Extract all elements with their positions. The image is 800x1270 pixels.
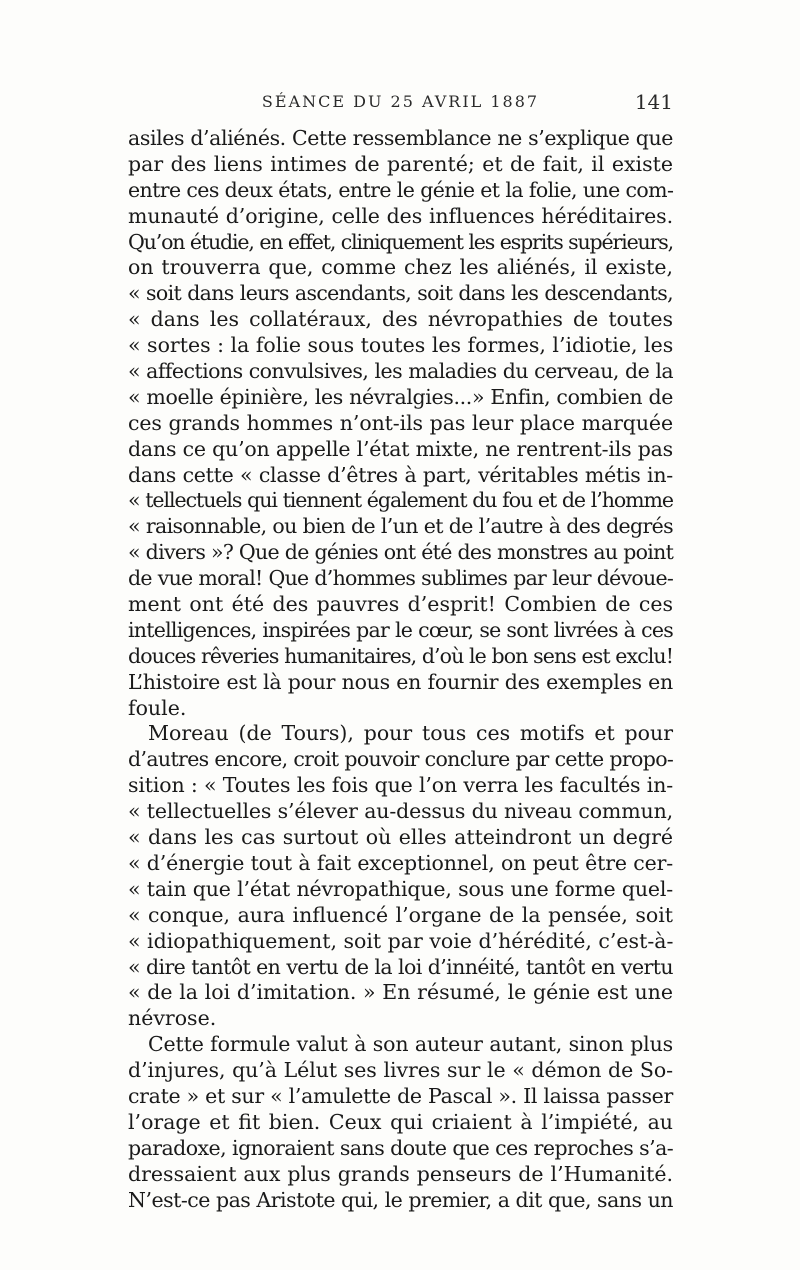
text-line: Moreau (de Tours), pour tous ces motifs et pour [148, 721, 673, 746]
text-line: « de la loi d’imitation. » En résumé, le génie est une [128, 980, 673, 1005]
text-line: sition : « Toutes les fois que l’on verra les facultés in- [128, 773, 674, 798]
text-line: dans cette « classe d’êtres à part, véritables métis in- [128, 462, 673, 487]
text-line: entre ces deux états, entre le génie et la folie, une com- [128, 177, 674, 202]
text-line: par des liens intimes de parenté; et de fait, il existe [128, 151, 673, 176]
text-line: « dans les cas surtout où elles atteindront un degré [128, 825, 673, 850]
page-header [128, 90, 673, 120]
text-line: d’injures, qu’à Lélut ses livres sur le « démon de So- [128, 1058, 673, 1083]
text-line: « moelle épinière, les névralgies...» Enfin, combien de [128, 384, 673, 409]
text-line: crate » et sur « l’amulette de Pascal ». Il laissa passer [128, 1083, 673, 1108]
text-line: « tellectuels qui tiennent également du fou et de l’homme [128, 488, 673, 513]
text-line: douces rêveries humanitaires, d’où le bon sens est exclu! [128, 643, 674, 668]
running-head: SÉANCE DU 25 AVRIL 1887 [261, 92, 540, 111]
text-line: intelligences, inspirées par le cœur, se sont livrées à ces [128, 617, 673, 642]
text-line: l’orage et fit bien. Ceux qui criaient à l’impiété, au [128, 1109, 673, 1134]
text-line: « tellectuelles s’élever au-dessus du niveau commun, [128, 799, 673, 824]
text-line: paradoxe, ignoraient sans doute que ces reproches s’a- [128, 1135, 674, 1160]
text-line: d’autres encore, croit pouvoir conclure par cette propo- [128, 747, 674, 772]
text-line: « dans les collatéraux, des névropathies de toutes [128, 307, 673, 332]
text-line: « tain que l’état névropathique, sous une forme quel- [128, 876, 674, 901]
text-line: ces grands hommes n’ont-ils pas leur place marquée [128, 410, 673, 435]
text-line: on trouverra que, comme chez les aliénés, il existe, [128, 255, 673, 280]
text-line: ment ont été des pauvres d’esprit! Combien de ces [128, 592, 673, 617]
text-line: L’histoire est là pour nous en fournir des exemples en [128, 669, 673, 694]
text-line: Cette formule valut à son auteur autant, sinon plus [148, 1032, 673, 1057]
text-line: névrose. [128, 1006, 217, 1031]
text-line: asiles d’aliénés. Cette ressemblance ne s’explique que [128, 126, 673, 150]
text-line: foule. [128, 695, 187, 720]
text-line: « sortes : la folie sous toutes les formes, l’idiotie, les [128, 333, 674, 358]
text-line: « conque, aura influencé l’organe de la pensée, soit [128, 902, 673, 927]
text-line: « divers »? Que de génies ont été des monstres au point [128, 540, 674, 565]
text-line: « d’énergie tout à fait exceptionnel, on peut être cer- [128, 850, 673, 875]
text-line: de vue moral! Que d’hommes sublimes par leur dévoue- [128, 566, 673, 591]
body-text [128, 126, 673, 1213]
page-number: 141 [634, 90, 673, 114]
text-line: N’est-ce pas Aristote qui, le premier, a dit que, sans un [128, 1187, 673, 1212]
text-line: « raisonnable, ou bien de l’un et de l’autre à des degrés [128, 514, 673, 539]
text-line: munauté d’origine, celle des influences héréditaires. [128, 203, 673, 228]
text-line: « dire tantôt en vertu de la loi d’innéité, tantôt en vertu [128, 954, 673, 979]
text-line: « affections convulsives, les maladies du cerveau, de la [128, 359, 673, 384]
text-line: Qu’on étudie, en effet, cliniquement les esprits supérieurs, [128, 229, 673, 254]
text-line: dressaient aux plus grands penseurs de l’Humanité. [128, 1161, 673, 1186]
text-line: « idiopathiquement, soit par voie d’hérédité, c’est-à- [128, 928, 674, 953]
text-line: dans ce qu’on appelle l’état mixte, ne rentrent-ils pas [128, 436, 673, 461]
text-line: « soit dans leurs ascendants, soit dans les descendants, [128, 281, 673, 306]
